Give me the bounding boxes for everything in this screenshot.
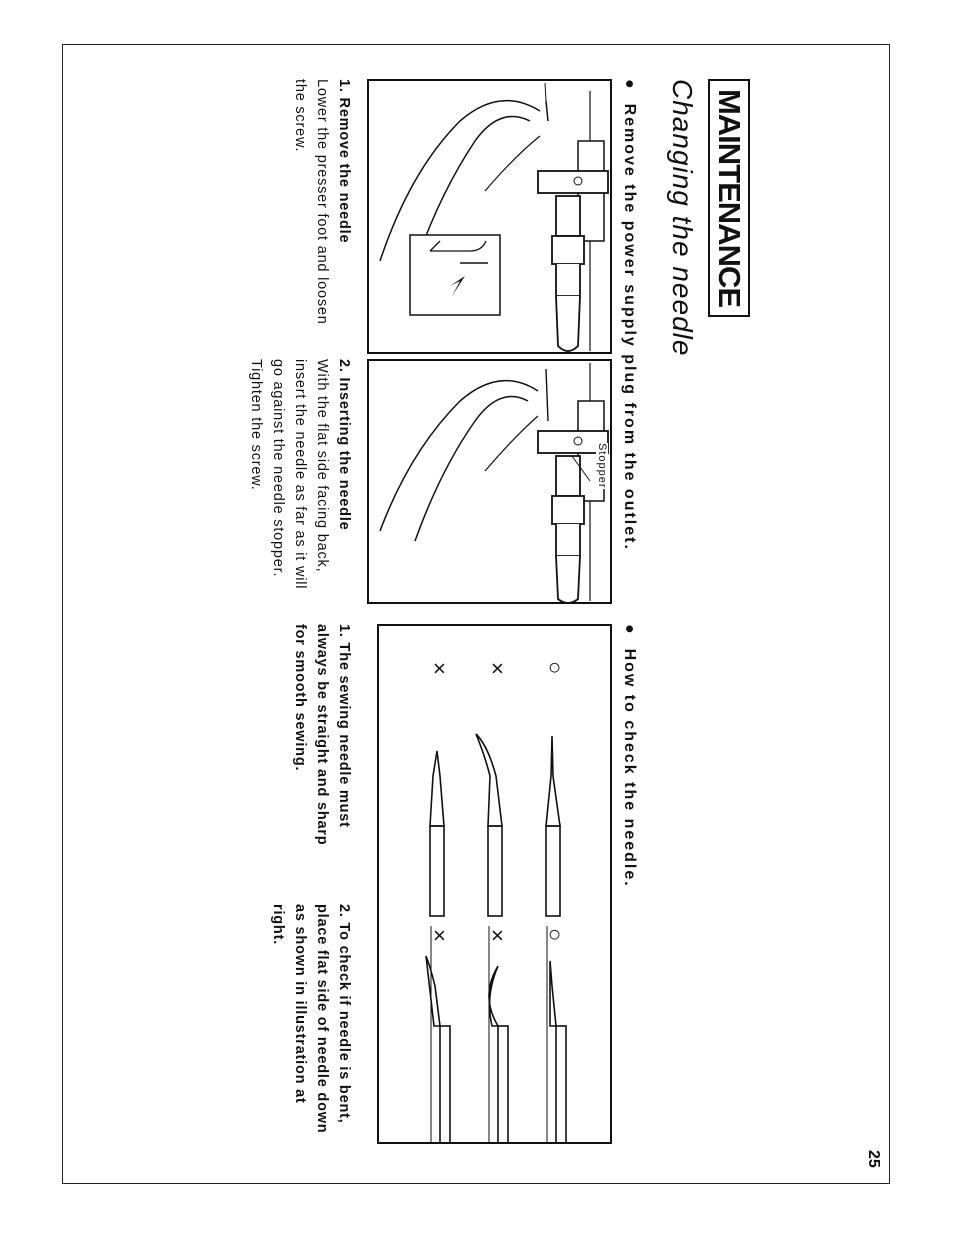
note-body: The sewing needle must always be straight and sharp for smooth sewing. <box>292 624 352 846</box>
step-body: Lower the presser foot and loosen the screw. <box>292 79 330 325</box>
note-body: To check if needle is bent, place flat side of needle down as shown in illustration at right. <box>270 904 352 1134</box>
step-number: 2. <box>336 359 352 373</box>
bullet-icon: ● <box>621 624 638 636</box>
insert-needle-illustration <box>367 359 612 604</box>
check-instruction-text: How to check the needle. <box>621 648 638 888</box>
good-mark-1: ○ <box>543 661 568 675</box>
check-note-1 <box>289 624 355 859</box>
step-title: Remove the needle <box>336 97 352 244</box>
step-body: With the flat side facing back, insert the needle as far as it will go against the needle stopper. Tighten the screw. <box>248 359 330 590</box>
rotated-page-content <box>62 44 890 1184</box>
step-2-caption <box>245 359 355 609</box>
bad-mark-1: × <box>485 662 510 675</box>
power-instruction <box>620 79 638 551</box>
bad-mark-3: × <box>485 929 510 942</box>
needle-check-illustration <box>377 624 612 1144</box>
bullet-icon: ● <box>621 79 638 91</box>
note-number: 2. <box>336 904 352 918</box>
step-title: Inserting the needle <box>336 377 352 531</box>
bad-mark-4: × <box>427 929 452 942</box>
bad-mark-2: × <box>427 662 452 675</box>
stopper-label: Stopper <box>596 443 608 489</box>
good-mark-2: ○ <box>543 928 568 942</box>
note-number: 1. <box>336 624 352 638</box>
check-instruction <box>620 624 638 888</box>
page-number: 25 <box>865 1150 882 1168</box>
check-note-2 <box>267 904 355 1139</box>
section-title: MAINTENANCE <box>708 79 750 317</box>
remove-needle-illustration <box>367 79 612 354</box>
power-instruction-text: Remove the power supply plug from the outlet. <box>621 103 638 551</box>
page-subtitle: Changing the needle <box>667 79 698 357</box>
step-number: 1. <box>336 79 352 93</box>
step-1-caption <box>289 79 355 344</box>
